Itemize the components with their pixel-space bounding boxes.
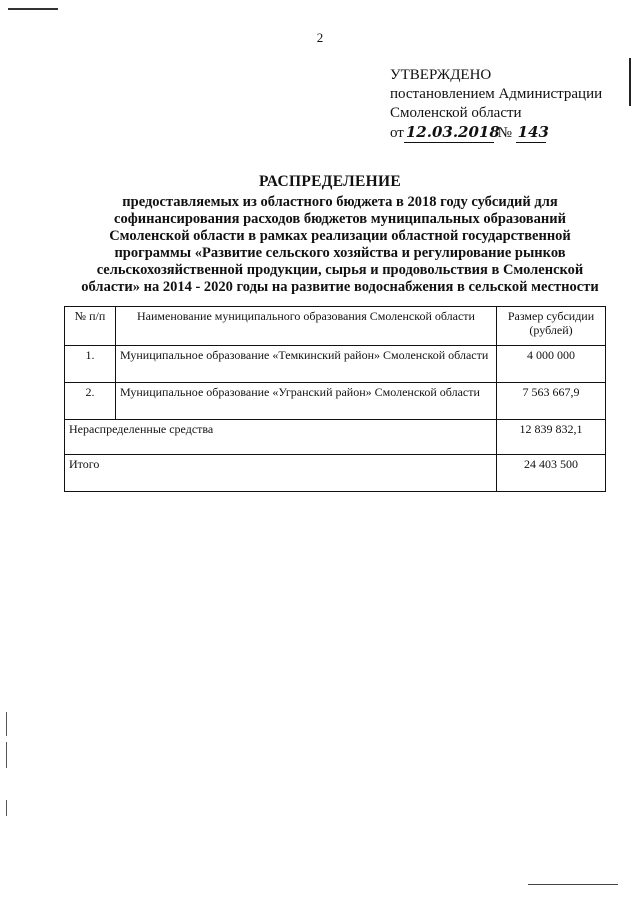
subtitle-line: сельскохозяйственной продукции, сырья и продовольствия в Смоленской bbox=[96, 262, 584, 278]
document-subtitle bbox=[60, 194, 620, 296]
document-title: РАСПРЕДЕЛЕНИЕ bbox=[259, 173, 401, 190]
scan-mark-right bbox=[629, 58, 631, 106]
row-amount: 7 563 667,9 bbox=[497, 383, 606, 420]
header-name: Наименование муниципального образования Смоленской области bbox=[116, 307, 497, 346]
page-number: 2 bbox=[316, 30, 324, 45]
scan-mark-left bbox=[6, 742, 7, 768]
scan-mark-left bbox=[6, 712, 7, 736]
approval-line: Смоленской области bbox=[390, 105, 522, 121]
subtitle-line: предоставляемых из областного бюджета в 2018 году субсидий для bbox=[122, 194, 558, 210]
subtitle-line: области» на 2014 - 2020 годы на развитие водоснабжения в сельской местности bbox=[81, 279, 599, 295]
scan-mark-left bbox=[6, 800, 7, 816]
unallocated-label: Нераспределенные средства bbox=[65, 420, 497, 455]
handwritten-date: 12.03.2018 bbox=[405, 123, 500, 141]
row-number: 1. bbox=[65, 346, 116, 383]
date-prefix: от bbox=[390, 125, 404, 141]
header-amount: Размер субсидии (рублей) bbox=[497, 307, 606, 346]
total-label: Итого bbox=[65, 455, 497, 492]
table-header-row bbox=[65, 307, 606, 346]
distribution-table bbox=[64, 306, 606, 492]
subtitle-line: Смоленской области в рамках реализации областной государственной bbox=[109, 228, 571, 244]
subtitle-line: софинансирования расходов бюджетов муниципальных образований bbox=[114, 211, 566, 227]
subtitle-line: программы «Развитие сельского хозяйства и регулирование рынков bbox=[114, 245, 566, 261]
header-number: № п/п bbox=[65, 307, 116, 346]
approval-line: постановлением Администрации bbox=[390, 86, 603, 102]
table-row bbox=[65, 383, 606, 420]
row-number: 2. bbox=[65, 383, 116, 420]
approval-block bbox=[390, 66, 602, 143]
unallocated-row bbox=[65, 420, 606, 455]
handwritten-number: 143 bbox=[517, 123, 549, 141]
number-prefix: № bbox=[497, 125, 512, 141]
row-name: Муниципальное образование «Темкинский район» Смоленской области bbox=[116, 346, 497, 383]
unallocated-amount: 12 839 832,1 bbox=[497, 420, 606, 455]
row-amount: 4 000 000 bbox=[497, 346, 606, 383]
scan-mark-top bbox=[8, 8, 58, 10]
table-row bbox=[65, 346, 606, 383]
approval-date-line bbox=[390, 123, 602, 143]
row-name: Муниципальное образование «Угранский район» Смоленской области bbox=[116, 383, 497, 420]
total-row bbox=[65, 455, 606, 492]
scan-mark-bottom bbox=[528, 884, 618, 885]
total-amount: 24 403 500 bbox=[497, 455, 606, 492]
approval-heading: УТВЕРЖДЕНО bbox=[390, 67, 492, 83]
